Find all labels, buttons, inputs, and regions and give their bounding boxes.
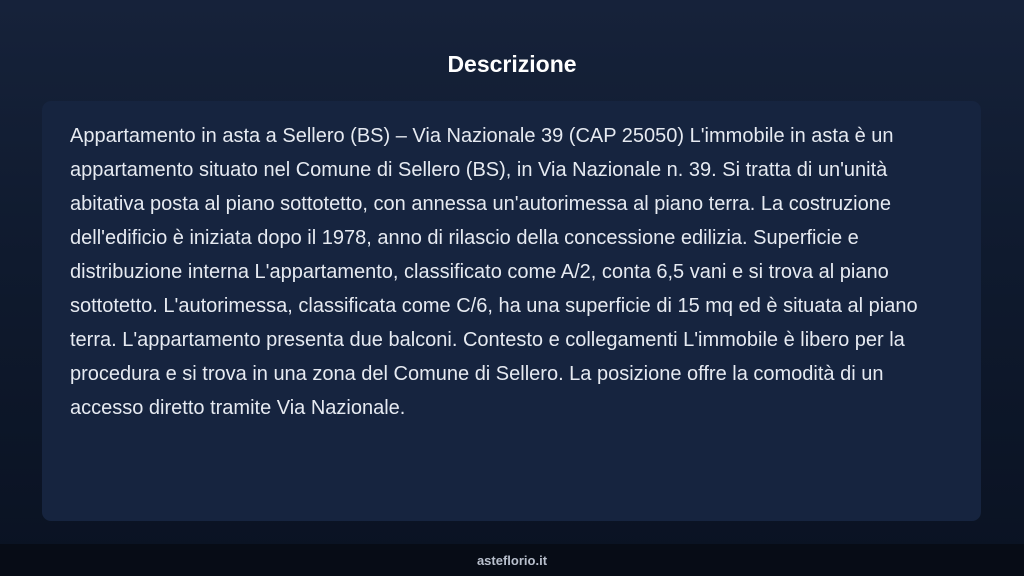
description-text: Appartamento in asta a Sellero (BS) – Via Nazionale 39 (CAP 25050) L'immobile in asta è un appartamento situato nel Comune di Sellero (BS), in Via Nazionale n. 39. Si tratta di un'unità abitativa posta al piano sottotetto, con annessa un'autorimessa al piano terra. La costruzione dell'edificio è iniziata dopo il 1978, anno di rilascio della concessione edilizia. Superficie e distribuzione interna L'appartamento, classificato come A/2, conta 6,5 vani e si trova al piano sottotetto. L'autorimessa, classificata come C/6, ha una superficie di 15 mq ed è situata al piano terra. L'appartamento presenta due balconi. Contesto e collegamenti L'immobile è libero per la procedura e si trova in una zona del Comune di Sellero. La posizione offre la comodità di un accesso diretto tramite Via Nazionale. xyxy=(70,125,918,419)
description-card xyxy=(42,101,981,521)
footer-site-name: asteflorio.it xyxy=(476,552,548,568)
footer-bar xyxy=(0,544,1024,576)
page-title: Descrizione xyxy=(447,51,577,77)
